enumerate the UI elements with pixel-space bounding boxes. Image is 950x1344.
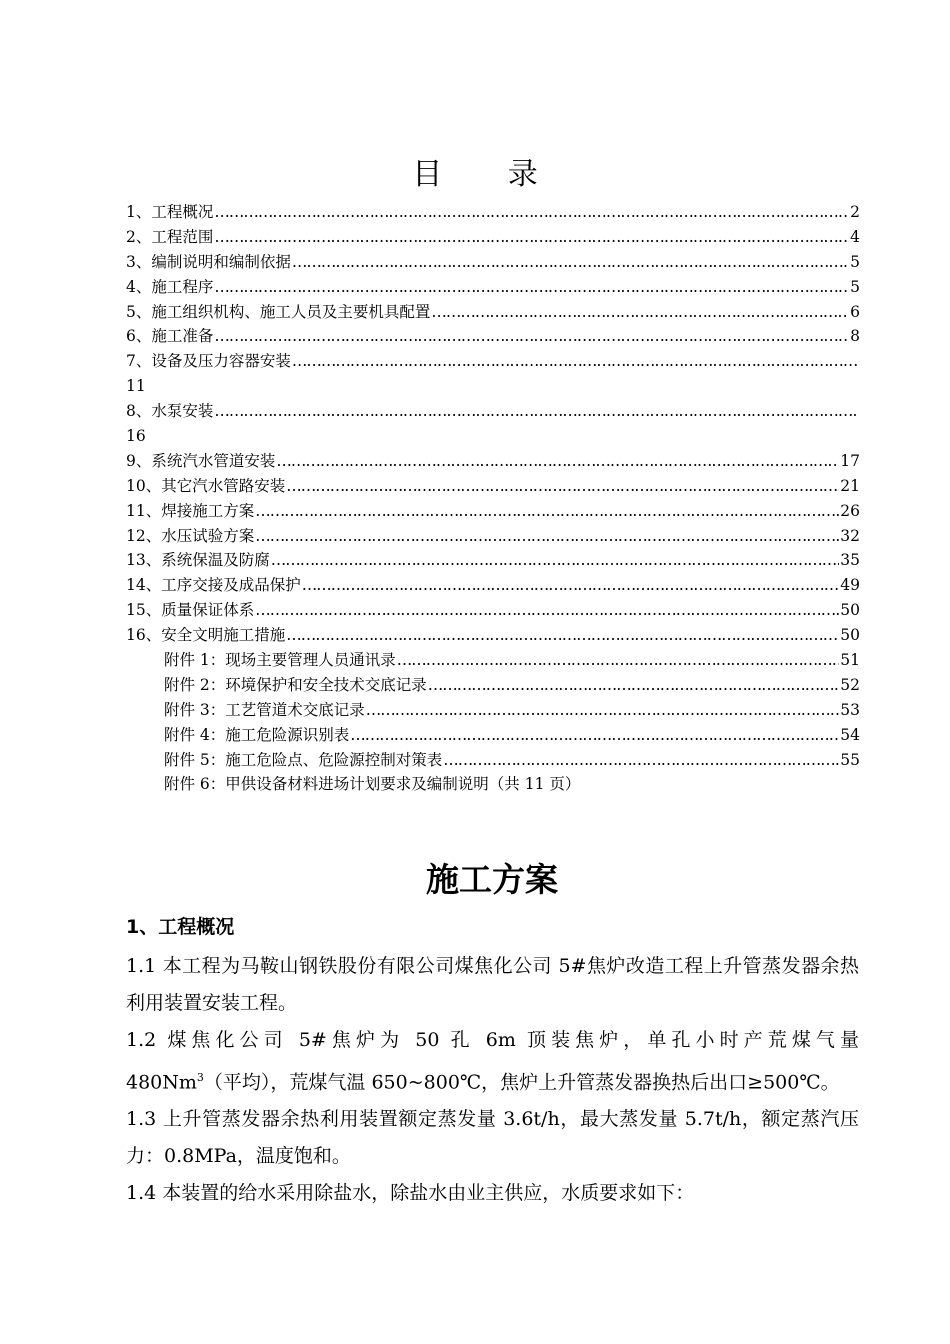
toc-leader-dots [276, 449, 839, 474]
toc-entry-label: 8、水泵安装 [126, 402, 214, 421]
toc-leader-dots [255, 499, 839, 524]
paragraph-1-2-rest: （平均），荒煤气温 650~800℃，焦炉上升管蒸发器换热后出口≥500℃。 [203, 1071, 840, 1094]
toc-entry-page: 53 [840, 700, 860, 719]
toc-leader-dots [428, 673, 839, 698]
paragraph-1-2-line-1: 1.2 煤焦化公司 5#焦炉为 50 孔 6m 顶装焦炉，单孔小时产荒煤气量 [126, 1029, 859, 1051]
toc-entry-page: 6 [850, 302, 860, 321]
toc-entry-page: 35 [840, 551, 860, 570]
toc-entry-label: 2、工程范围 [126, 227, 214, 246]
toc-leader-dots [255, 524, 839, 549]
paragraph-1-3: 1.3 上升管蒸发器余热利用装置额定蒸发量 3.6t/h，最大蒸发量 5.7t/h，额定蒸汽压力：0.8MPa，温度饱和。 [126, 1108, 859, 1168]
toc-leader-dots [214, 399, 859, 424]
toc-entry[interactable] [126, 399, 860, 424]
toc-leader-dots [214, 200, 849, 225]
toc-entry-page: 50 [840, 601, 860, 620]
toc-entry[interactable] [126, 324, 860, 349]
toc-entry-label: 附件 5：施工危险点、危险源控制对策表 [164, 750, 443, 769]
toc-entry[interactable] [126, 524, 860, 549]
toc-leader-dots [350, 723, 839, 748]
toc-leader-dots [397, 648, 839, 673]
toc-entry-label: 15、质量保证体系 [126, 601, 255, 620]
toc-entry-page: 17 [840, 451, 860, 470]
toc-leader-dots [286, 474, 839, 499]
section-title: 施工方案 [426, 860, 558, 899]
flow-rate-value: 480Nm [126, 1071, 197, 1094]
toc-entry[interactable] [126, 598, 860, 623]
paragraph-1-2-line-2 [126, 1059, 859, 1101]
subsection-heading: 1、工程概况 [126, 916, 235, 938]
toc-leader-dots [214, 275, 849, 300]
toc-entry-label: 5、施工组织机构、施工人员及主要机具配置 [126, 302, 431, 321]
toc-appendix-entry[interactable] [126, 772, 860, 797]
toc-entry-page: 21 [840, 476, 860, 495]
toc-entry[interactable] [126, 548, 860, 573]
toc-leader-dots [271, 548, 840, 573]
toc-leader-dots [292, 349, 859, 374]
toc-leader-dots [443, 748, 839, 773]
toc-entry-label: 11、焊接施工方案 [126, 501, 255, 520]
toc-entry[interactable] [126, 200, 860, 225]
toc-entry-page: 8 [850, 327, 860, 346]
toc-entry-page: 11 [126, 377, 146, 396]
toc-entry-page: 49 [840, 576, 860, 595]
toc-entry-label: 10、其它汽水管路安装 [126, 476, 286, 495]
toc-entry[interactable] [126, 449, 860, 474]
toc-entry[interactable] [126, 300, 860, 325]
toc-entry-page: 32 [840, 526, 860, 545]
toc-entry[interactable] [126, 349, 860, 374]
toc-entry-label: 13、系统保温及防腐 [126, 551, 270, 570]
paragraph-1-1: 1.1 本工程为马鞍山钢铁股份有限公司煤焦化公司 5#焦炉改造工程上升管蒸发器余热利用装置安装工程。 [126, 955, 859, 1014]
toc-entry-label: 3、编制说明和编制依据 [126, 252, 291, 271]
toc-leader-dots [302, 573, 840, 598]
toc-leader-dots [255, 598, 839, 623]
toc-entry-page: 50 [840, 626, 860, 645]
toc-leader-dots [214, 225, 849, 250]
toc-entry-label: 附件 4：施工危险源识别表 [164, 725, 350, 744]
toc-entry-page: 54 [840, 725, 860, 744]
toc-entry-label: 附件 2：环境保护和安全技术交底记录 [164, 675, 427, 694]
table-of-contents [126, 200, 860, 797]
toc-entry-label: 16、安全文明施工措施 [126, 626, 286, 645]
toc-appendix-entry[interactable] [126, 748, 860, 773]
toc-entry-label: 14、工序交接及成品保护 [126, 576, 301, 595]
toc-entry[interactable] [126, 275, 860, 300]
toc-leader-dots [366, 698, 839, 723]
toc-leader-dots [214, 324, 849, 349]
toc-entry-label: 1、工程概况 [126, 203, 214, 221]
toc-entry-label: 附件 6：甲供设备材料进场计划要求及编制说明（共 11 页） [164, 775, 581, 794]
toc-entry-page: 51 [840, 651, 860, 670]
toc-appendix-entry[interactable] [126, 723, 860, 748]
toc-entry-label: 附件 1：现场主要管理人员通讯录 [164, 651, 396, 670]
toc-entry-label: 4、施工程序 [126, 277, 214, 296]
toc-entry-label: 12、水压试验方案 [126, 526, 255, 545]
toc-leader-dots [286, 623, 839, 648]
toc-appendix-entry[interactable] [126, 673, 860, 698]
toc-entry-label: 7、设备及压力容器安装 [126, 352, 291, 371]
toc-entry-page: 55 [840, 750, 860, 769]
toc-title: 目 录 [412, 157, 566, 192]
toc-leader-dots [292, 250, 849, 275]
toc-entry-page: 52 [840, 675, 860, 694]
toc-entry-label: 6、施工准备 [126, 327, 214, 346]
paragraph-1-4: 1.4 本装置的给水采用除盐水，除盐水由业主供应，水质要求如下： [126, 1182, 695, 1205]
toc-entry-label: 附件 3：工艺管道术交底记录 [164, 700, 365, 719]
toc-entry-page: 26 [840, 501, 860, 520]
toc-entry[interactable] [126, 573, 860, 598]
flow-rate-unit-superscript: 3 [196, 1071, 204, 1084]
toc-entry[interactable] [126, 250, 860, 275]
toc-entry[interactable] [126, 474, 860, 499]
body-text [126, 948, 859, 1212]
toc-appendix-entry[interactable] [126, 698, 860, 723]
toc-entry-label: 9、系统汽水管道安装 [126, 451, 276, 470]
toc-entry-page: 4 [850, 227, 860, 246]
toc-entry[interactable] [126, 623, 860, 648]
toc-leader-dots [431, 300, 849, 325]
toc-entry[interactable] [126, 225, 860, 250]
toc-entry-page: 5 [850, 252, 860, 271]
toc-entry-page: 2 [850, 203, 860, 221]
toc-entry[interactable] [126, 499, 860, 524]
toc-entry-page: 5 [850, 277, 860, 296]
toc-appendix-entry[interactable] [126, 648, 860, 673]
toc-entry-page: 16 [126, 427, 146, 446]
